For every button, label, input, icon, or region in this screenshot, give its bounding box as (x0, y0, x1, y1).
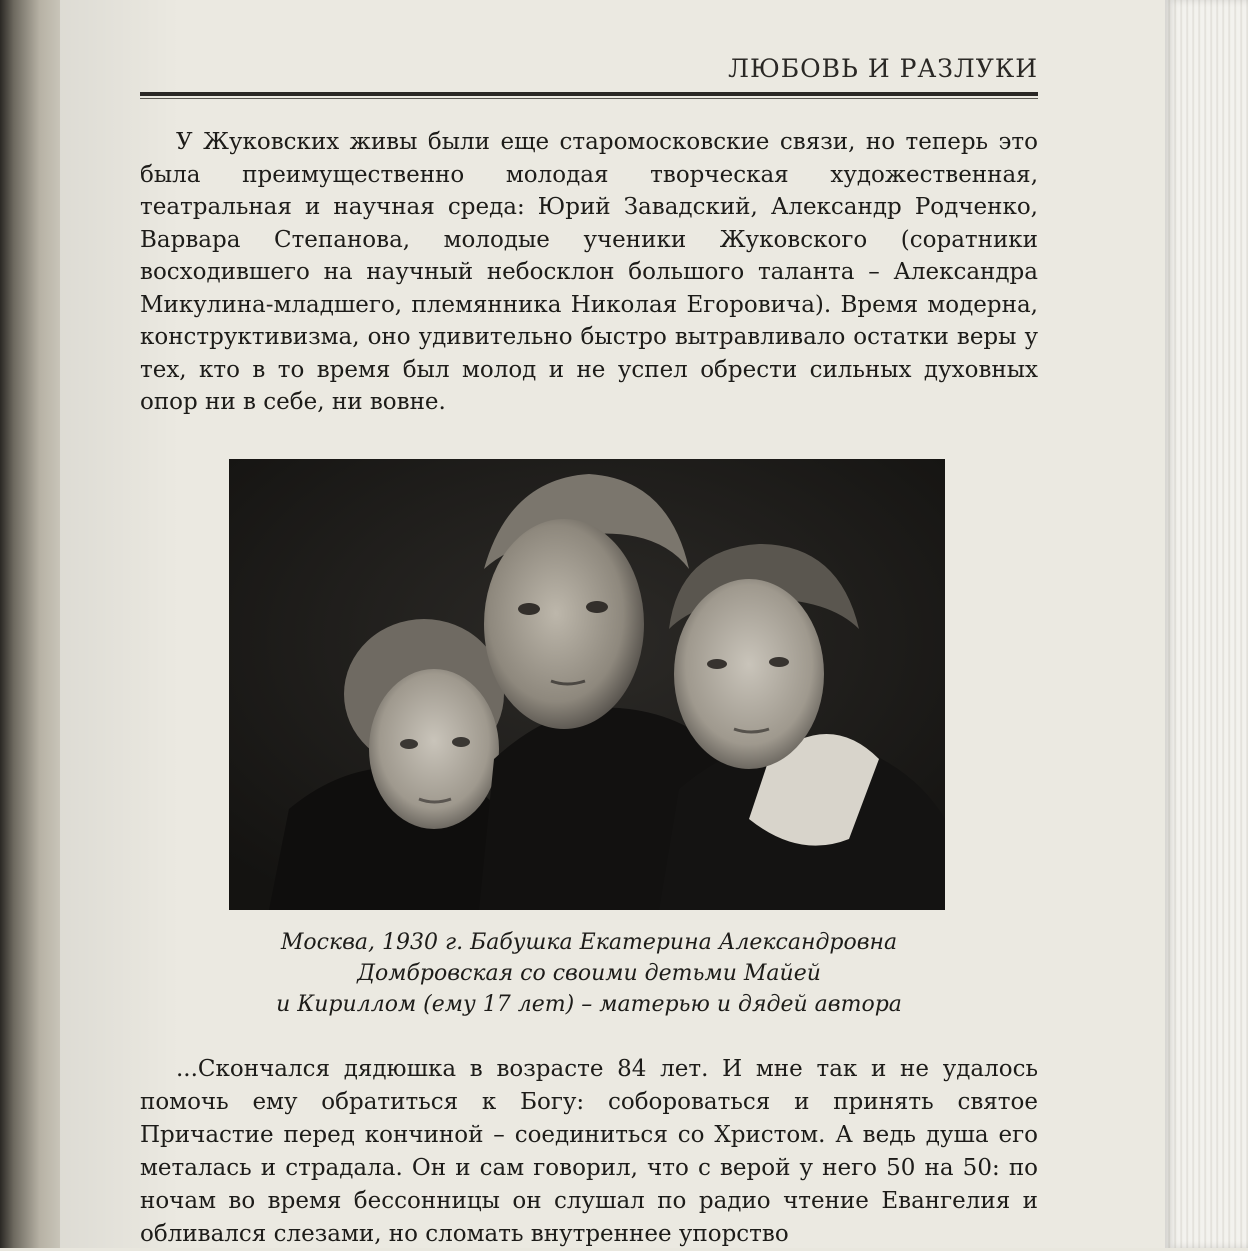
photo-caption (140, 927, 1038, 1020)
caption-line-1: Москва, 1930 г. Бабушка Екатерина Александровна (280, 930, 898, 955)
body-paragraph-1: У Жуковских живы были еще старомосковские связи, но теперь это была преимущественно молодая творческая художественная, театральная и научная среда: Юрий Завадский, Александр Родченко, Варвара Степанова, молодые ученики Жуковского (соратники восходившего на научный небосклон большого таланта – Александра Микулина-младшего, племянника Николая Егоровича). Время модерна, конструктивизма, оно удивительно быстро вытравливало остатки веры у тех, кто в то время был молод и не успел обрести сильных духовных опор ни в себе, ни вовне. (140, 129, 1038, 415)
header-rule-thin (140, 98, 1038, 99)
running-title: ЛЮБОВЬ И РАЗЛУКИ (728, 54, 1038, 83)
page-edges (1165, 0, 1248, 1248)
family-photograph (229, 459, 945, 910)
header-rule (140, 92, 1038, 96)
caption-line-2: Домбровская со своими детьми Майей (357, 961, 821, 986)
body-paragraph-2: ...Скончался дядюшка в возрасте 84 лет. И мне так и не удалось помочь ему обратиться к Богу: собороваться и принять святое Причастие перед кончиной – соединиться со Христом. А ведь душа его металась и страдала. Он и сам говорил, что с верой у него 50 на 50: по ночам во время бессонницы он слушал по радио чтение Евангелия и обливался слезами, но сломать внутреннее упорство (140, 1056, 1038, 1247)
caption-line-3: и Кириллом (ему 17 лет) – матерью и дядей автора (276, 992, 902, 1017)
